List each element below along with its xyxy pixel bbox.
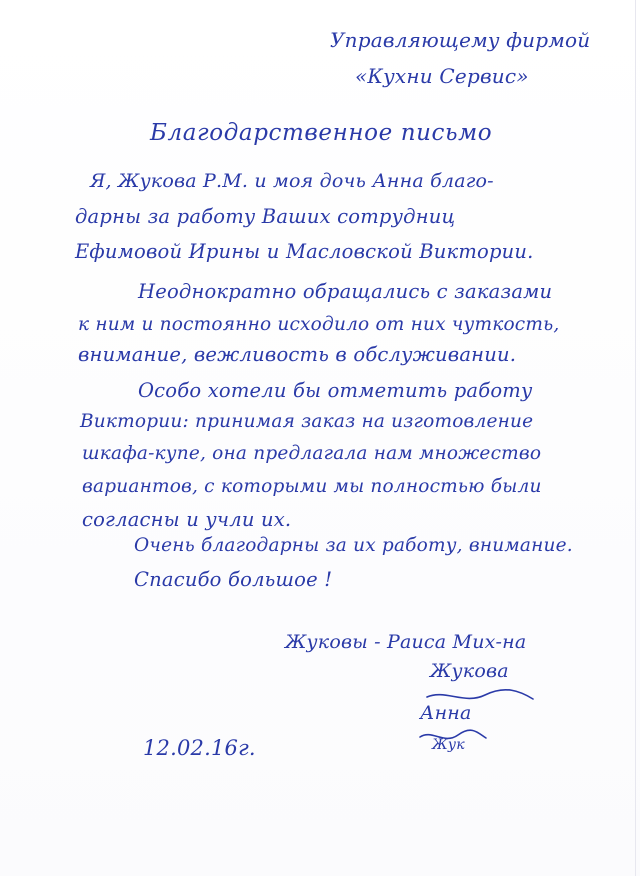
body-line-6: внимание, вежливость в обслуживании. [78,343,517,366]
addressee-line-1: Управляющему фирмой [330,28,591,52]
body-line-1: Я, Жукова Р.М. и моя дочь Анна благо- [90,170,494,192]
signature-daughter-flourish [418,727,488,747]
body-line-9: шкафа-купе, она предлагала нам множество [82,443,542,464]
body-line-11: согласны и учли их. [82,508,292,531]
letter-title: Благодарственное письмо [150,120,493,146]
scan-edge-line [635,0,636,876]
body-line-4: Неоднократно обращались с заказами [138,280,553,303]
signature-daughter: Анна [420,702,472,724]
body-line-2: дарны за работу Ваших сотрудниц [75,205,456,228]
letter-date: 12.02.16г. [143,736,256,760]
body-line-8: Виктории: принимая заказ на изготовление [80,411,534,432]
body-line-10: вариантов, с которыми мы полностью были [82,476,542,497]
signature-family-line: Жуковы - Раиса Мих-на [285,631,527,653]
signature-mother: Жукова [430,660,509,682]
signature-daughter-initials: Жук [432,737,465,753]
body-line-5: к ним и постоянно исходило от них чуткость, [78,314,560,335]
body-line-7: Особо хотели бы отметить работу [138,379,533,402]
body-line-3: Ефимовой Ирины и Масловской Виктории. [75,240,534,263]
addressee-line-2: «Кухни Сервис» [355,64,529,88]
body-line-12: Очень благодарны за их работу, внимание. [134,535,573,556]
body-line-13: Спасибо большое ! [134,568,333,591]
